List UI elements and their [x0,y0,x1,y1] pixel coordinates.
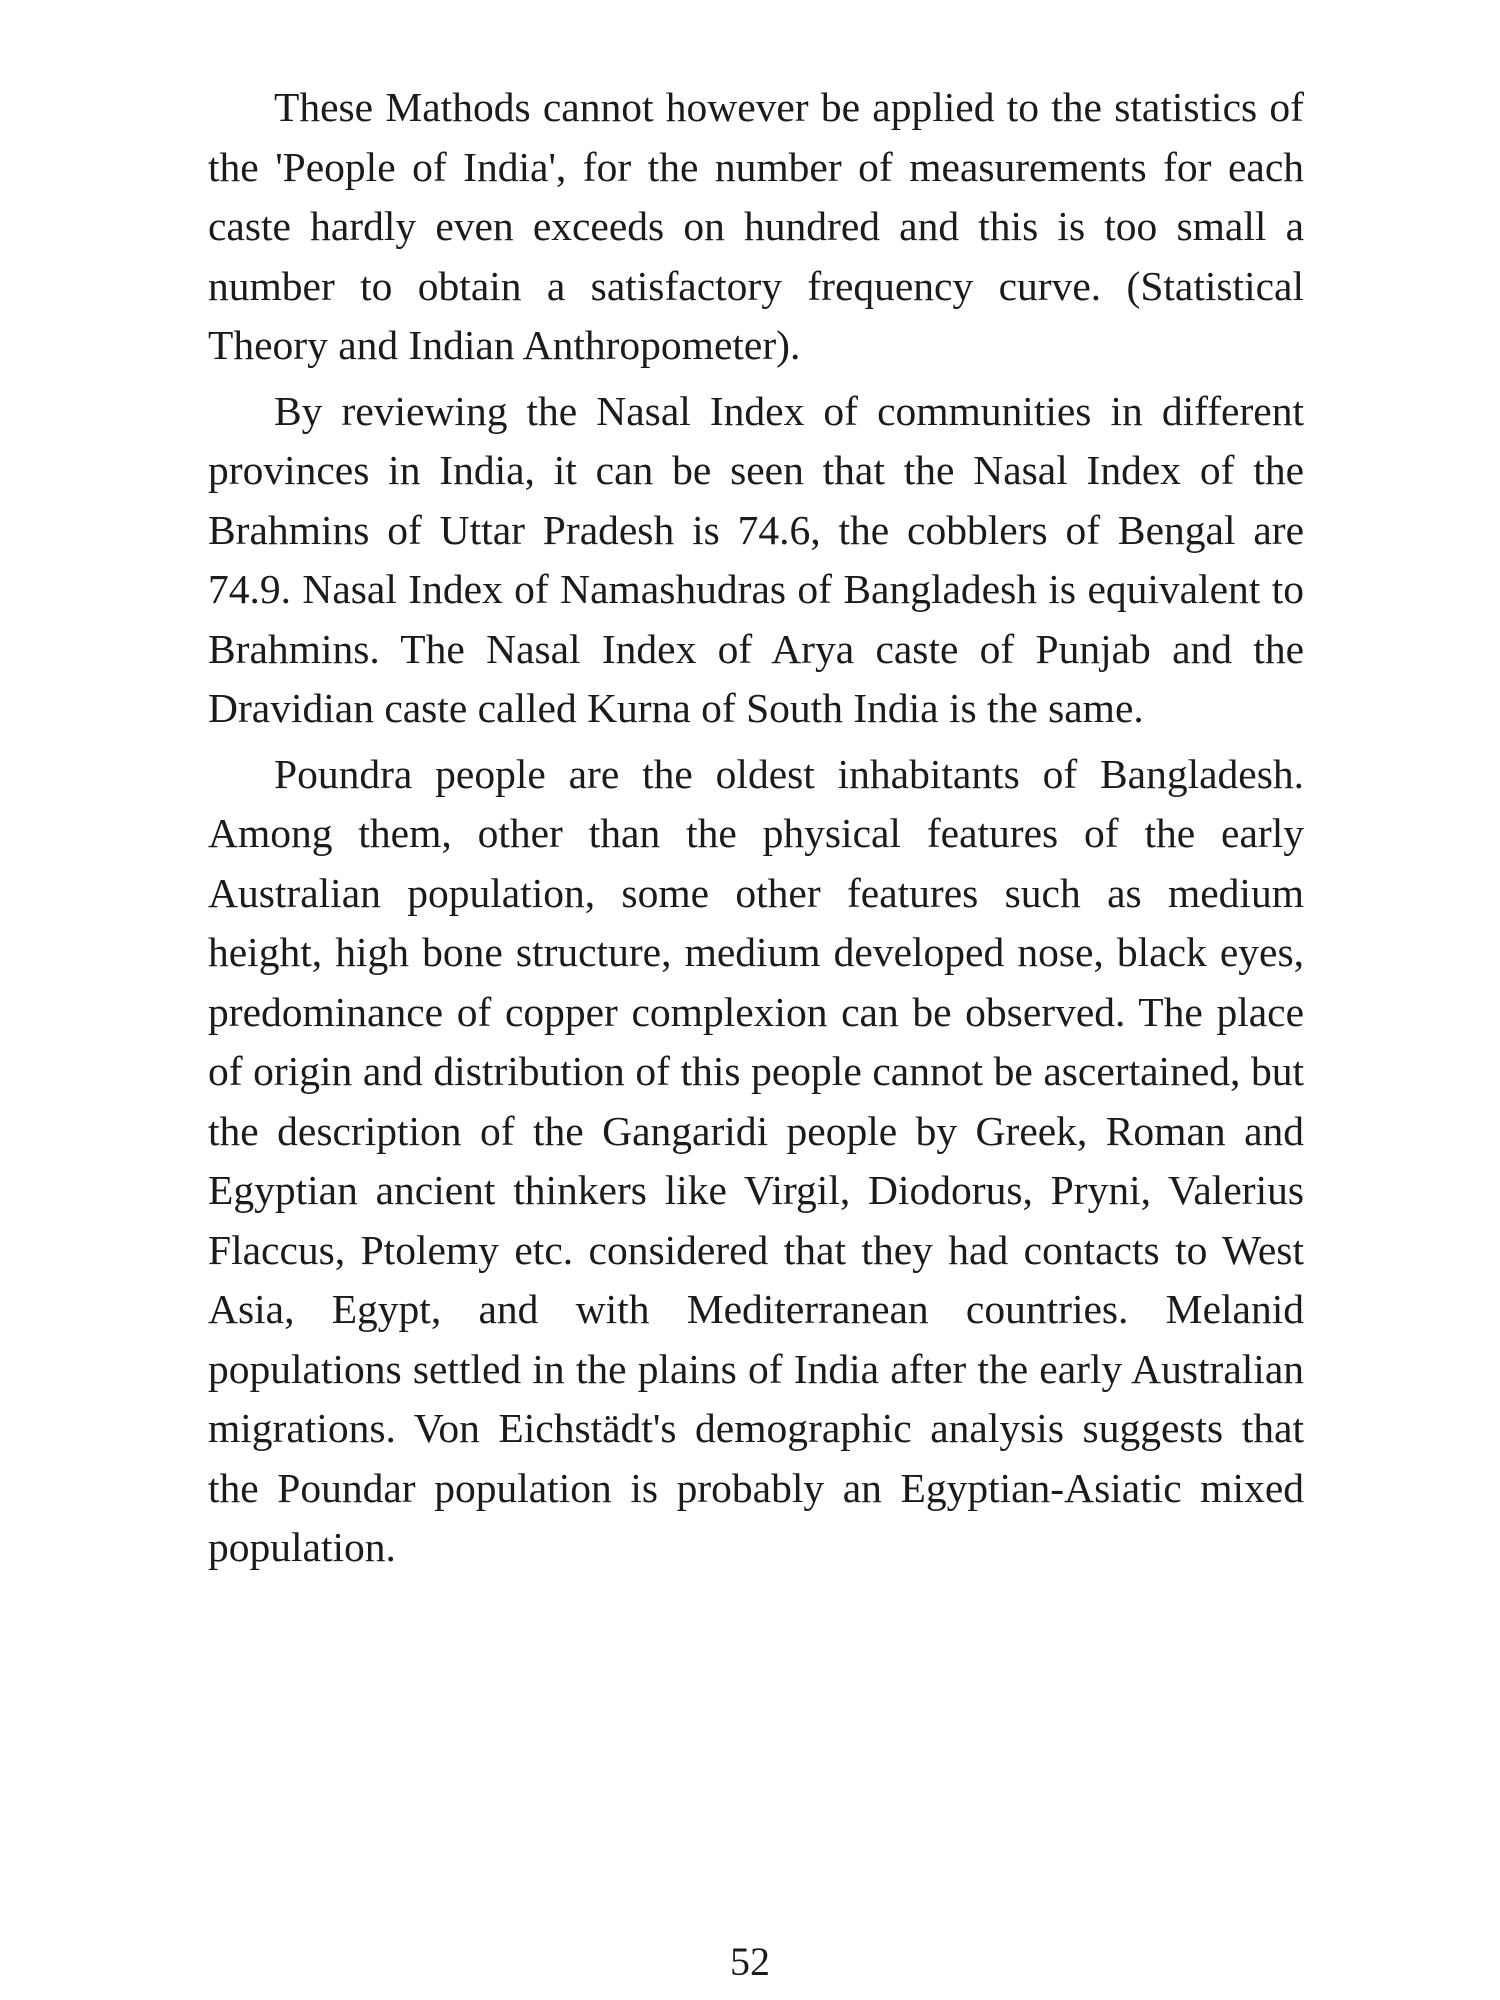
paragraph-poundra-people: Poundra people are the oldest inhabitants of Bangladesh. Among them, other than the physical features of the early Australian population, some other features such as medium height, high bone structure, medium developed nose, black eyes, predominance of copper complexion can be observed. The place of origin and distribution of this people cannot be ascertained, but the description of the Gangaridi people by Greek, Roman and Egyptian ancient thinkers like Virgil, Diodorus, Pryni, Valerius Flaccus, Ptolemy etc. considered that they had contacts to West Asia, Egypt, and with Mediterranean countries. Melanid populations settled in the plains of India after the early Australian migrations. Von Eichstädt's demographic analysis suggests that the Poundar population is probably an Egyptian-Asiatic mixed population. [208,750,1304,1570]
paragraph-statistics: These Mathods cannot however be applied to the statistics of the 'People of India', for the number of measurements for each caste hardly even exceeds on hundred and this is too small a number to obtain a satisfactory frequency curve. (Statistical Theory and Indian Anthropometer). [208,84,1304,368]
body-text [208,78,1304,1584]
page-number: 52 [730,1939,770,1984]
paragraph-nasal-index: By reviewing the Nasal Index of communities in different provinces in India, it can be seen that the Nasal Index of the Brahmins of Uttar Pradesh is 74.6, the cobblers of Bengal are 74.9. Nasal Index of Namashudras of Bangladesh is equivalent to Brahmins. The Nasal Index of Arya caste of Punjab and the Dravidian caste called Kurna of South India is the same. [208,387,1304,731]
